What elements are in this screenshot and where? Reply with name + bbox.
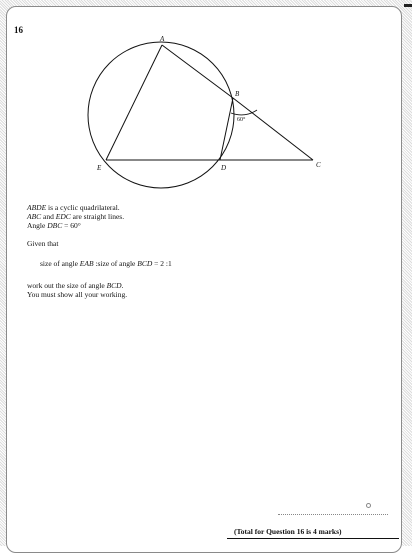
statement-straight-lines: ABC and EDC are straight lines. — [27, 212, 125, 221]
statement-cyclic: ABDE is a cyclic quadrilateral. — [27, 203, 120, 212]
label-E: E — [97, 164, 102, 172]
show-working: You must show all your working. — [27, 290, 128, 299]
label-A: A — [160, 35, 165, 43]
answer-marker — [366, 503, 371, 508]
circle — [88, 42, 234, 188]
angle-label-60: 60° — [237, 117, 246, 123]
label-C: C — [316, 161, 321, 169]
total-rule — [227, 538, 399, 539]
label-B: B — [235, 90, 240, 98]
answer-line[interactable] — [278, 514, 388, 515]
given-that: Given that — [27, 239, 59, 248]
line-BD — [220, 98, 233, 160]
statement-angle: Angle DBC = 60° — [27, 221, 81, 230]
line-BC — [233, 98, 313, 160]
ratio-statement: size of angle EAB :size of angle BCD = 2 :1 — [40, 259, 172, 268]
line-AB — [162, 45, 233, 98]
label-D: D — [221, 164, 227, 172]
question-number: 16 — [14, 25, 23, 35]
task-statement: work out the size of angle BCD. — [27, 281, 124, 290]
total-marks: (Total for Question 16 is 4 marks) — [234, 527, 342, 536]
line-AE — [106, 45, 162, 160]
